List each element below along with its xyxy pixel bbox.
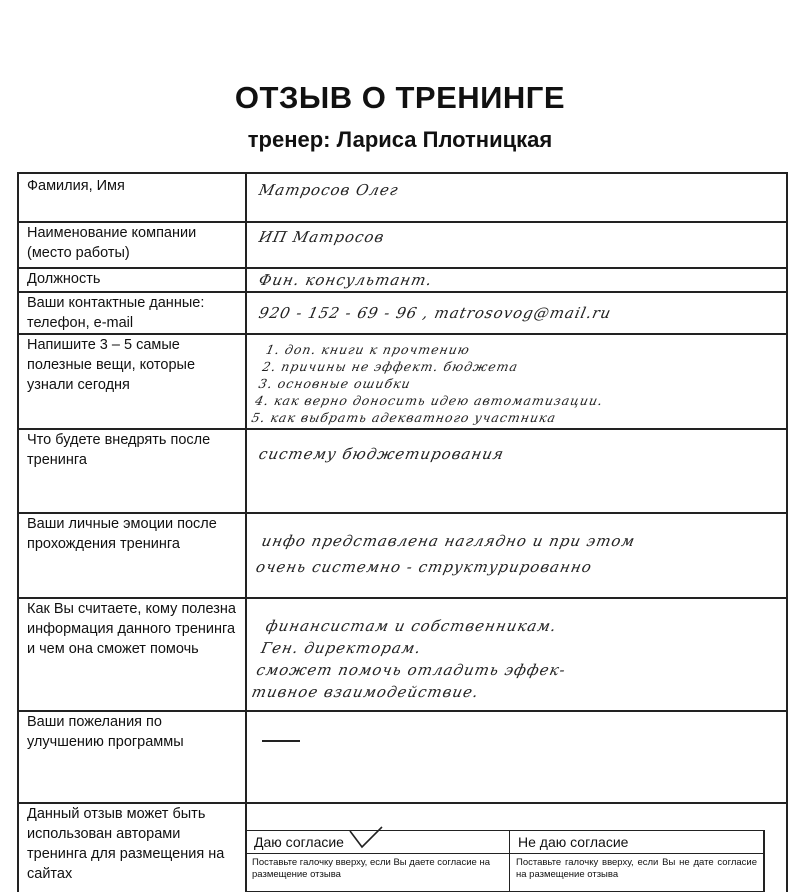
row-label: Должность (27, 271, 101, 287)
consent-no-note: Поставьте галочку вверху, если Вы не дате согласие на размещение отзыва (516, 857, 757, 880)
consent-yes-label: Даю согласие (246, 831, 509, 854)
answer-contacts[interactable]: 920 - 152 - 69 - 96 , matrosovog@mail.ru (257, 304, 614, 322)
row-emotions (19, 512, 786, 599)
row-label: Фамилия, Имя (27, 178, 125, 194)
row-label: Наименование компании (место работы) (27, 225, 197, 261)
row-wishes (19, 710, 786, 804)
row-label: Данный отзыв может быть использован авторами тренинга для размещения на сайтах (27, 806, 225, 882)
page-title: ОТЗЫВ О ТРЕНИНГЕ (234, 80, 566, 115)
consent-no-cell[interactable] (510, 831, 763, 891)
answer-name[interactable]: Матросов Олег (257, 181, 401, 199)
row-label: Ваши контактные данные: телефон, e-mail (27, 295, 205, 331)
consent-yes-note: Поставьте галочку вверху, если Вы даете согласие на размещение отзыва (252, 857, 490, 880)
row-implement (19, 428, 786, 514)
row-position (19, 267, 786, 293)
row-label: Ваши личные эмоции после прохождения тренинга (27, 516, 217, 552)
row-label: Что будете внедрять после тренинга (27, 432, 211, 468)
answer-position[interactable]: Фин. консультант. (257, 271, 435, 289)
row-label: Напишите 3 – 5 самые полезные вещи, которые узнали сегодня (27, 337, 196, 393)
answer-company[interactable]: ИП Матросов (257, 228, 387, 246)
row-company (19, 221, 786, 269)
answer-useful-things[interactable]: 1. доп. книги к прочтению 2. причины не эффект. бюджета 3. основные ошибки 4. как верно доносить идею автоматизации. 5. как выбрать адекватного участника (250, 342, 605, 425)
consent-box (245, 830, 765, 892)
answer-implement[interactable]: систему бюджетирования (257, 445, 506, 463)
row-label: Как Вы считаете, кому полезна информация данного тренинга и чем она сможет помочь (27, 601, 236, 657)
row-label: Ваши пожелания по улучшению программы (27, 714, 184, 750)
consent-yes-cell[interactable] (246, 831, 510, 891)
row-usefulness (19, 597, 786, 712)
row-name (19, 174, 786, 223)
handwritten-dash (262, 740, 300, 742)
row-useful-things (19, 333, 786, 430)
row-contacts (19, 291, 786, 335)
answer-usefulness[interactable]: финансистам и собственникам. Ген. директорам. сможет помочь отладить эффек- тивное взаимодействие. (250, 617, 568, 701)
feedback-form (17, 172, 788, 892)
consent-no-label: Не даю согласие (510, 831, 763, 854)
trainer-subtitle: тренер: Лариса Плотницкая (247, 127, 553, 152)
answer-emotions[interactable]: инфо представлена наглядно и при этом очень системно - структурированно (254, 532, 638, 576)
checkmark-icon (346, 825, 386, 853)
